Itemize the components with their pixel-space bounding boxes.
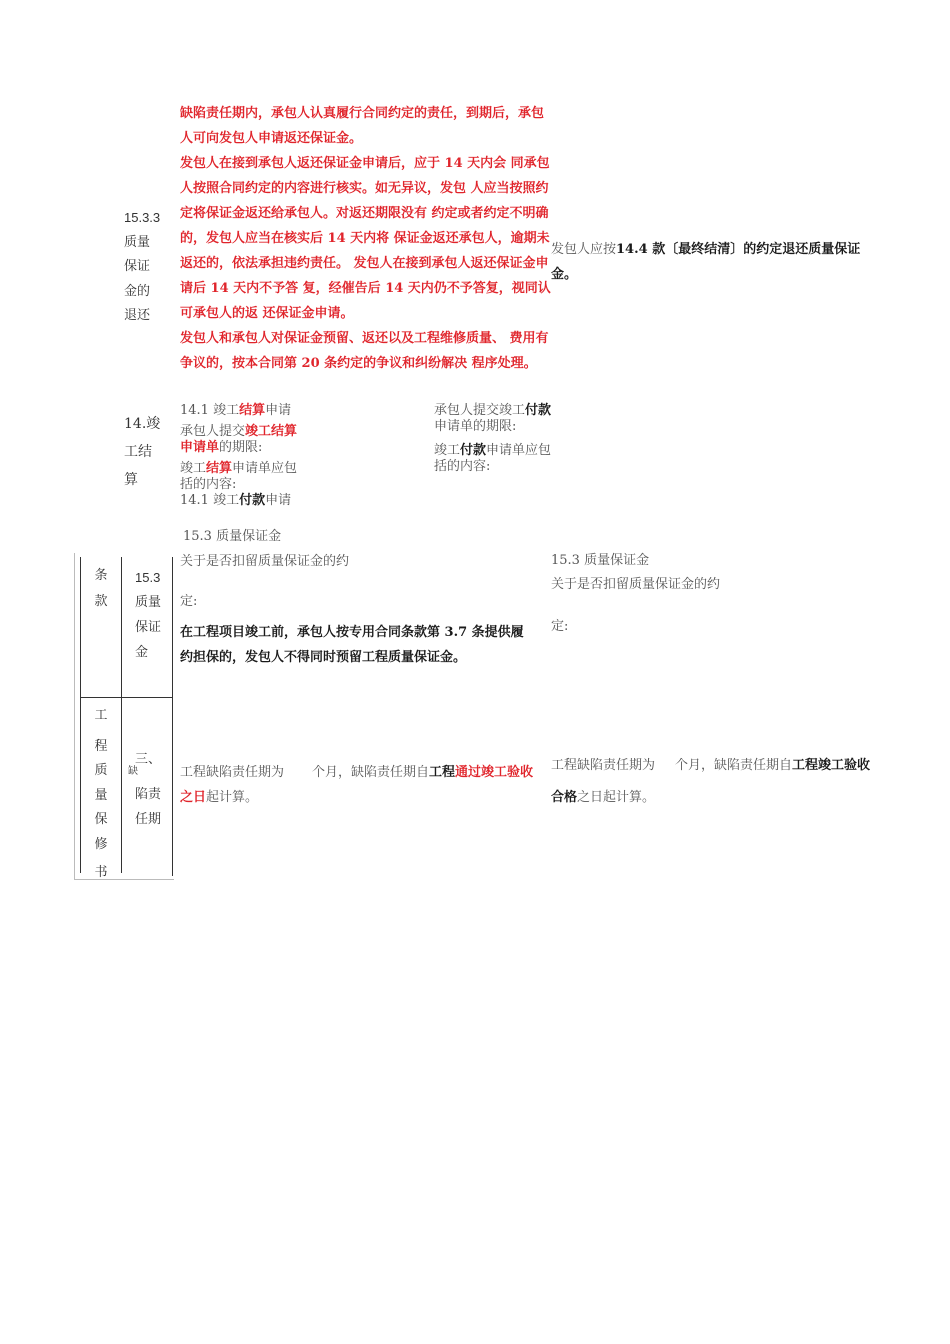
clause-15-3-3-label — [124, 206, 164, 329]
settlement-item: 承包人提交竣工付款申请单的期限: — [434, 403, 552, 434]
settlement-right-column — [434, 403, 552, 475]
settlement-item: 竣工付款申请单应包括的内容: — [434, 443, 552, 474]
defect-period-right: 工程缺陷责任期为 个月，缺陷责任期自工程竣工验收合格之日起计算。 — [551, 758, 871, 805]
clause-line: 金的 — [124, 283, 151, 299]
quality-guarantee-heading: 15.3 质量保证金 — [183, 529, 282, 544]
table-divider — [122, 697, 172, 698]
clause-line: 15.3.3 — [124, 210, 161, 225]
clause-line: 算 — [124, 472, 138, 488]
guarantee-return-right-text — [551, 237, 871, 287]
guarantee-return-red-text — [180, 101, 552, 376]
right-text-bold: 14.4 款〔最终结清〕的约定退还质量保证金。 — [551, 242, 861, 282]
red-paragraph: 发包人和承包人对保证金预留、返还以及工程维修质量、 费用有争议的，按本合同第 20 条约定的争议和纠纷解决 程序处理。 — [180, 331, 549, 371]
table-cell-three: 三、 — [135, 752, 162, 767]
clause-line: 14.竣 — [124, 416, 161, 432]
table-divider — [121, 557, 122, 873]
settlement-item: 14.1 竣工付款申请 — [180, 493, 292, 508]
guarantee-rule-text: 在工程项目竣工前，承包人按专用合同条款第 3.7 条提供履约担保的，发包人不得同时预留工程质量保证金。 — [180, 625, 524, 665]
settlement-item: 14.1 竣工结算申请 — [180, 403, 292, 418]
table-cell-warranty: 工 程 质 量 保 修 书 — [94, 708, 108, 880]
table-cell-defect-period: 陷责 任期 — [135, 787, 162, 827]
table-cell-153: 15.3 质量 保证 金 — [135, 570, 162, 660]
clause-line: 保证 — [124, 259, 151, 274]
guarantee-question-line: 关于是否扣留质量保证金的约 — [180, 554, 350, 569]
clause-line: 质量 — [124, 234, 151, 250]
table-divider — [172, 557, 173, 876]
clause-line: 工结 — [124, 444, 152, 460]
guarantee-question-line: 定: — [180, 594, 198, 609]
table-divider — [81, 697, 121, 698]
clause-14-label — [124, 410, 164, 494]
right-text-prefix: 发包人应按 — [551, 242, 617, 257]
settlement-left-column — [180, 403, 304, 509]
quality-guarantee-heading-right: 15.3 质量保证金 — [551, 553, 650, 568]
guarantee-question-line-right: 定: — [551, 619, 569, 634]
settlement-item: 竣工结算申请单应包括的内容: — [180, 461, 298, 492]
guarantee-question-line-right: 关于是否扣留质量保证金的约 — [551, 577, 721, 592]
table-cell-defect-small: 缺 — [128, 766, 138, 777]
red-paragraph: 缺陷责任期内，承包人认真履行合同约定的责任，到期后，承包人可向发包人申请返还保证金。 — [180, 106, 545, 146]
red-paragraph: 发包人在接到承包人返还保证金申请后，应于 14 天内会 同承包人按照合同约定的内容进行核实。如无异议，发包 人应当按照约定将保证金返还给承包人。对返还期限没有 约定或者约定不明确的，发包人应当在核实后 14 天内将 保证金返还承包人，逾期未返还的，依法承担违约责任。 发包人在接到承包人返还保证金申请后 14 天内不予答 复，经催告后 14 天内仍不予答复，视同认可承包人的返 还保证金申请。 — [180, 156, 551, 321]
clause-line: 退还 — [124, 308, 151, 323]
table-cell-clause: 条 款 — [94, 568, 108, 609]
settlement-item: 承包人提交竣工结算申请单的期限: — [180, 424, 298, 455]
defect-period-left: 工程缺陷责任期为 个月，缺陷责任期自工程通过竣工验收之日起计算。 — [180, 765, 534, 805]
